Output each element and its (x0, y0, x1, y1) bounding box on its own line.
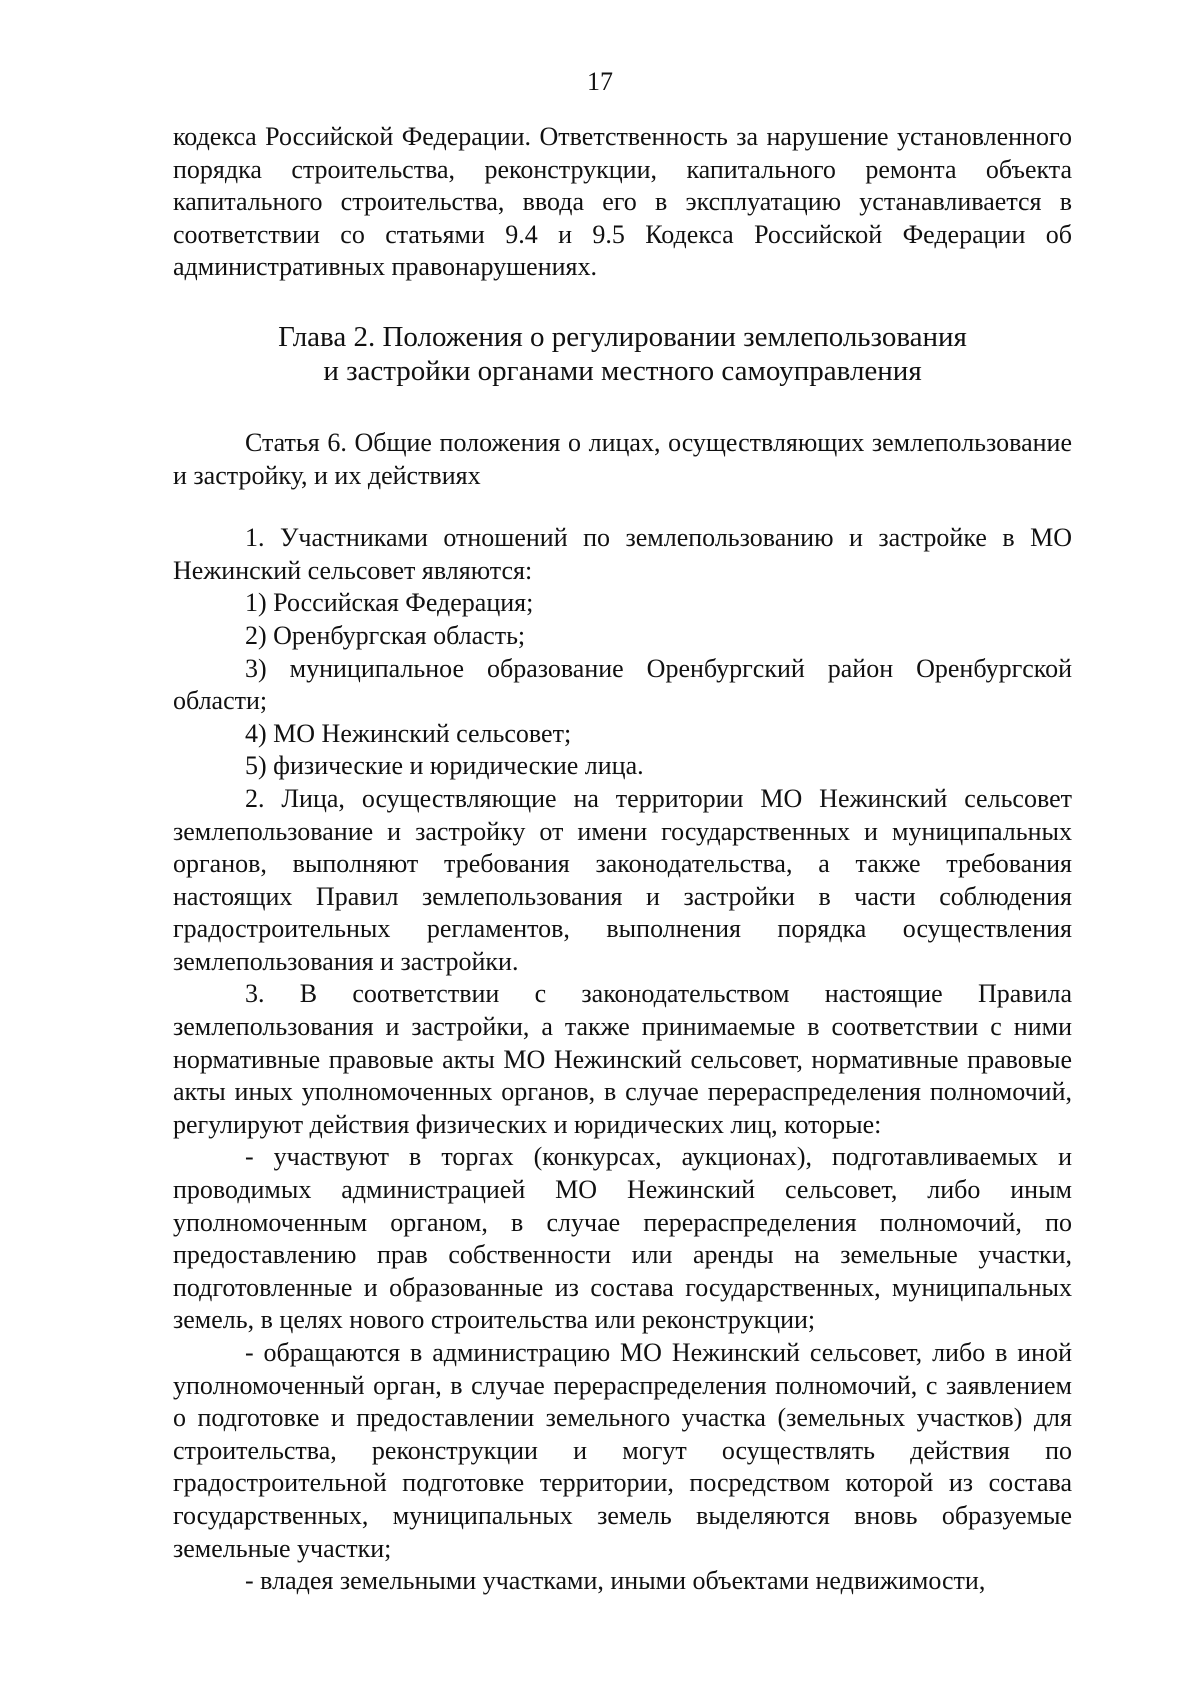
dash-item: - обращаются в администрацию МО Нежинский сельсовет, либо в иной уполномоченный орган, в случае перераспределения полномочий, с заявлением о подготовке и предоставлении земельного участка (земельных участков) для строительства, реконструкции и могут осуществлять действия по градостроительной подготовке территории, посредством которой из состава государственных, муниципальных земель выделяются вновь образуемые земельные участки; (173, 1338, 1072, 1563)
intro-paragraph: кодекса Российской Федерации. Ответственность за нарушение установленного порядка строительства, реконструкции, капитального ремонта объекта капитального строительства, ввода его в эксплуатацию устанавливается в соответствии со статьями 9.4 и 9.5 Кодекса Российской Федерации об административных правонарушениях. (173, 122, 1072, 282)
list-item: 4) МО Нежинский сельсовет; (245, 718, 572, 748)
list-item: 1) Российская Федерация; (245, 588, 534, 618)
paragraph: 3. В соответствии с законодательством настоящие Правила землепользования и застройки, а также принимаемые в соответствии с ними нормативные правовые акты МО Нежинский сельсовет, нормативные правовые акты иных уполномоченных органов, в случае перераспределения полномочий, регулируют действия физических и юридических лиц, которые: (173, 979, 1072, 1139)
list-item: 5) физические и юридические лица. (245, 751, 644, 781)
list-item: 3) муниципальное образование Оренбургский район Оренбургской области; (173, 653, 1072, 716)
chapter-heading (173, 320, 1072, 388)
dash-item: - участвуют в торгах (конкурсах, аукционах), подготавливаемых и проводимых администрацией МО Нежинский сельсовет, либо иным уполномоченным органом, в случае перераспределения полномочий, по предоставлению прав собственности или аренды на земельные участки, подготовленные и образованные из состава государственных, муниципальных земель, в целях нового строительства или реконструкции; (173, 1142, 1072, 1335)
paragraph: 2. Лица, осуществляющие на территории МО Нежинский сельсовет землепользование и застройку от имени государственных и муниципальных органов, выполняют требования законодательства, а также требования настоящих Правил землепользования и застройки в части соблюдения градостроительных регламентов, выполнения порядка осуществления землепользования и застройки. (173, 783, 1072, 976)
paragraph: 1. Участниками отношений по землепользованию и застройке в МО Нежинский сельсовет являются: (173, 523, 1072, 585)
document-body (173, 121, 1072, 1598)
dash-item: - владея земельными участками, иными объектами недвижимости, (245, 1566, 986, 1596)
article-title: Статья 6. Общие положения о лицах, осуществляющих землепользование и застройку, и их действиях (173, 427, 1072, 490)
list-item: 2) Оренбургская область; (245, 620, 526, 650)
chapter-title-line1: Глава 2. Положения о регулировании землепользования (278, 320, 967, 353)
page-number: 17 (587, 67, 613, 96)
chapter-title-line2: и застройки органами местного самоуправления (323, 354, 922, 387)
